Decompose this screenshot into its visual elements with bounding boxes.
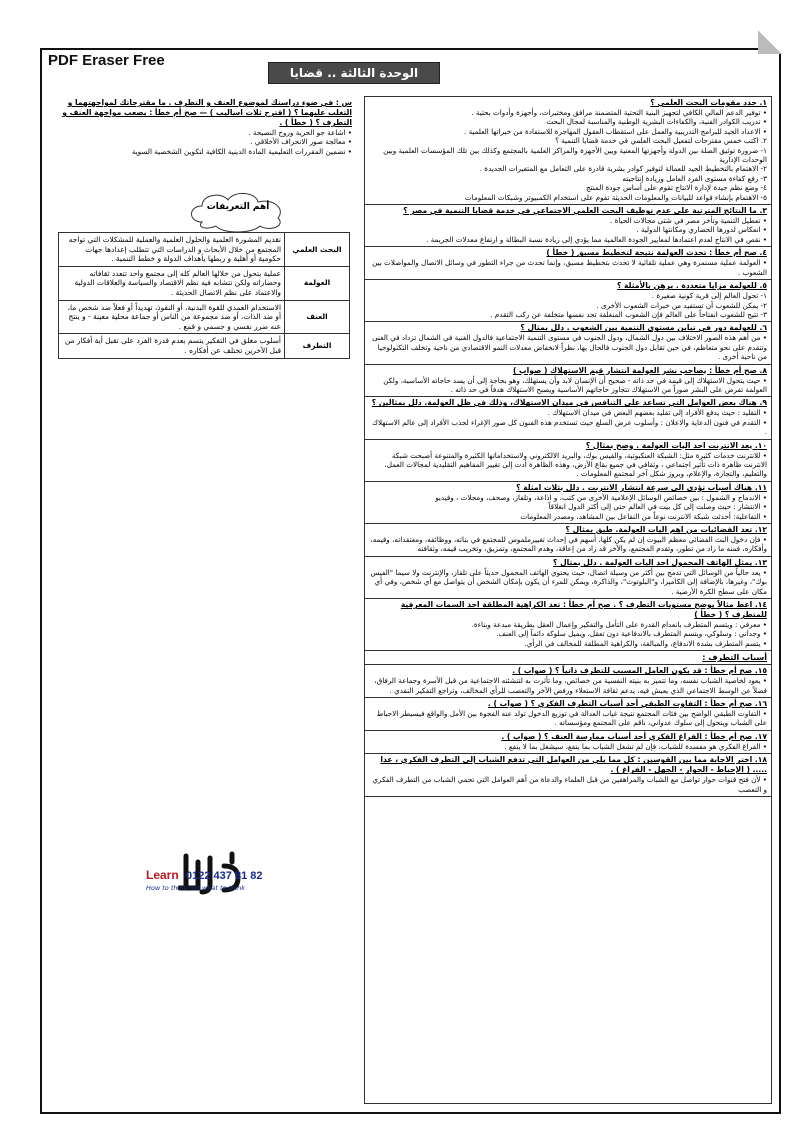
answer-line: • نقص في الانتاج لعدم اعتمادها لمعايير الجودة العالمية مما يؤدي إلى زيادة نسبة البطالة و ارتفاع معدلات الجريمة . (426, 234, 767, 244)
question-block (365, 322, 771, 364)
question-text: ١٣. يمثل الهاتف المحمول احد اليات العولمة . دلل بمثال ؟ (553, 557, 767, 567)
answer-line: • وجداني : وسلوكي، ويتسم المتطرف بالاندفاعية دون تعقل، ويميل سلوكه دائماً إلى العنف. (496, 629, 767, 639)
question-block (365, 365, 771, 398)
answer-line: ٢- الاهتمام بالتخطيط الجيد للعمالة لتوفير كوادر بشرية قادرة على التعامل مع المتغيرات الجديدة . (479, 164, 767, 174)
answer-line: • الفراغ الفكري هو مفسدة للشباب، فإن لم تشغل الشباب بما يتفع، سيشغل بما لا ينفع . (504, 741, 767, 751)
answer-line: • حيث يتحول الاستهلاك إلى قيمة في حد ذاته - صحيح أن الإنسان لابد وأن يستهلك، وهو بحاجة إلى أن يسد حاجاته الأساسية، ولكن العولمة تفرض على البشر صوراً من الاستهلاك تتجاوز حاجاتهم الأساسية ويصبح الاستهلاك هدفاً في حد ذاته . (383, 375, 767, 394)
table-row (59, 266, 350, 300)
page-fold-corner (758, 30, 782, 54)
definition-cell: الاستخدام العمدي للقوة البدنية، أو النفوذ، تهديداً أو فعلاً ضد شخص ما، أو ضد الذات، أو ضد مجموعة من الناس أو جماعة محلية معينة - و ينتج عنه ضرر نفسي و جسمي و قمع . (59, 300, 285, 334)
question-block (365, 280, 771, 322)
answer-line: ٥- الاهتمام بإنشاء قواعد للبيانات والمعلومات الحديثة تقوم على استخدام الكمبيوتر وشبكات المعلومات (464, 192, 767, 202)
left-line: • اشاعة جو الحرية وروح النصيحة . (248, 128, 352, 137)
question-text: ١. حدد مقومات البحث العلمي ؟ (650, 98, 767, 107)
answer-line: • من أهم هذه الصور الاختلاف بين دول الشمال، ودول الجنوب في مستوى التنمية الاجتماعية فالدول الغنية في الشمال تزداد في الغنى وتتقدم على نحو متعاظم، في حين تقابل دول الجنوب فالحال بها، نظراً لانخفاض معدلات النمو الاقتصادي من ناحية وتخلف التكنولوجيا من ناحية أخرى . (372, 333, 767, 362)
left-question: س : في ضوء دراستك لموضوع العنف و التطرف . ما مقترحاتك لمواجهتهما و التغلب عليهما ؟ ( اقترح ثلاث اساليب ) — صح أم خطأ : يصعب مواجهة العنف و التطرف ؟ ( خطأ ) . (62, 98, 352, 127)
question-text: ٩. هناك بعض العوامل التي تساعد على التنافس في ميدان الاستهلاك، وذلك في ظل العولمة. دلل بمثالين ؟ (371, 398, 767, 408)
watermark: PDF Eraser Free (48, 52, 165, 69)
question-block (365, 397, 771, 439)
definition-cell: عملية يتحول من خلالها العالم كله إلى مجتمع واحد تتعدد ثقافاته وحضاراته ولكن تتشابه فيه نظم الاقتصاد والسياسة والعلاقات الدولية والاعتماد على نظم الاتصال الحديثة . (59, 266, 285, 300)
definitions-table (58, 232, 350, 359)
left-column (56, 98, 352, 156)
answer-line: • لأن فتح قنوات حوار تواصل مع الشباب والمراهقين من قبل العلماء والدعاة من أهم العوامل التي تحمي الشباب من التطرف الفكري و التعصب (372, 775, 767, 794)
question-text: ١٢. تعد الفضائيات من اهم اليات العولمة. طبق بمثال ؟ (565, 525, 767, 534)
logo-phone: 0122 437 81 82 (186, 870, 263, 882)
answer-line: ٣- رفع كفاءة مستوى الفرد العامل وزيادة إنتاجيته (622, 173, 767, 183)
answer-line: • انعكاس لدورها الحضاري ومكانتها الدولية . (636, 225, 767, 235)
question-text: ١٦. صح أم خطأ : التفاوت الطبقي أحد أسباب التطرف الفكري ؟ ( صواب ) . (487, 699, 767, 709)
question-block (365, 557, 771, 599)
question-text: ١٥. صح أم خطأ : قد يكون العامل المسبب للتطرف ذاتياً ؟ ( صواب ) . (512, 666, 767, 676)
table-row (59, 233, 350, 267)
table-row (59, 334, 350, 358)
question-text: ٤. صح أم خطأ : تحدث العولمة نتيجة لتخطيط مسبق ( خطأ ) (546, 248, 767, 258)
question-block (365, 440, 771, 482)
answer-line: • يتسم المتطرف بشدة الاندفاع، والمبالغة، والكراهية المطلقة للمخالف في الرأي. (524, 638, 767, 648)
question-block (365, 665, 771, 698)
answer-line: ٣- تتيح للشعوب انفتاحاً على العالم فإن الشعوب المنغلقة تجد نفسها متخلفة عن ركب التقدم . (490, 309, 767, 319)
question-block (365, 599, 771, 651)
question-text: ١٠. يعد الانترنت احد اليات العولمة . وضح بمثال ؟ (585, 440, 767, 450)
answer-line: • يعد حالياً من الوسائل التي تدمج بين أكثر من وسيلة اتصال، حيث يحتوي الهاتف المحمول حديثاً على تلفاز، والإنترنت ولا سيما "الفيس بوك"، وغيرها، بالإضافة إلى الكاميرا، و"البلوتوث"، والذاكرة، ويمكن للمرء أن يكون بإمكان الشخص أن يتواصل مع أي شخص، وفي أي مكان على سطح الكرة الأرضية . (370, 567, 767, 596)
definition-cell: تقديم المشورة العلمية والحلول العلمية والعملية للمشكلات التي تواجه المجتمع من خلال الأبحاث و الدراسات التي تتطلب إعدادها جهات حكومية أو أهلية و ربطها بأهداف الدولة و خطط التنمية . (59, 233, 285, 267)
question-text: ٥. للعولمة مزايا متعددة . برهن بالأمثلة ؟ (617, 281, 767, 291)
answer-line: • فإن دخول البث الفضائي معظم البيوت إن لم يكن كلها، أسهم في إحداث تغييرملموس للمجتمع في بنائه، ووظائفه، ومعتقداته، وقيمه، وأفكاره، فمنه ما زاد من تطور، وتقدم المجتمع، والآخر قد زاد من إعاقة، وهدم المجتمع، وتمزيق، وتخريب قيمه، وثقافته (370, 535, 767, 554)
question-text: ١٨. اختر الاجابة مما بين القوسين : كل مما يلي من العوامل التي تدفع الشباب إلى التطرف الفكري ، عدا ..... ( الإحباط - الحوار - الجهل - الفراغ ) . (380, 755, 767, 775)
term-cell: البحث العلمي (285, 233, 350, 267)
question-block (365, 754, 771, 797)
answer-line: ١- ضرورة توثيق الصلة بين الدولة وأجهزتها المعنية وبين الأجهزة والمراكز العلمية بالمجتمع وكذلك بين تلك المؤسسات العلمية وبين الوحدات الإدارية (383, 145, 767, 165)
logo-tagline: How to think not what to think (146, 884, 245, 892)
table-row (59, 300, 350, 334)
answer-line: ٢- يمكن للشعوب أن تستفيد من خبرات الشعوب الأخرى . (596, 300, 767, 310)
answer-line: • تدريب الكوادر الفنية، والكفاءات البشرية الوطنية والمناسبة لمجال البحث (546, 117, 767, 127)
question-text: ٨. صح أم خطأ : يصاحب نشر العولمة انتشار قيم الاستهلاك ( صواب ) (512, 365, 767, 375)
answer-line: • تعطيل التنمية وتأخر مصر في شتى مجالات الحياة . (610, 216, 767, 226)
cloud-label: أهم التعريفات (206, 202, 270, 212)
answer-line: • التفاعلية: أحدثت شبكة الانترنت نوعاً من التفاعل بين المشاهد، ومصدر المعلومات (520, 511, 767, 521)
logo-text (146, 868, 263, 882)
answer-line: • التفاوت الطبقي الواضح بين فئات المجتمع نتيجة غياب العدالة في توزيع الدخول تولد عنه الفجوة بين الأمل والواقع فيسيطر الاحباط على الشباب ويتحول إلى سلوك عدواني، ناقم على المجتمع ومؤسساته . (376, 709, 767, 728)
question-block (365, 731, 771, 754)
term-cell: العولمة (285, 266, 350, 300)
question-text: ٦. للعولمة دور في تباين مستوى التنمية بين الشعوب . دلل بمثال ؟ (520, 323, 767, 333)
definition-cell: أسلوب مغلق في التفكير يتسم بعدم قدرة الفرد على تقبل أية أفكار من قبل الآخرين تختلف عن أفكاره . (59, 334, 285, 358)
question-text: ١١. هناك أسباب تؤدي الى سرعة انتشار الانترنت . دلل بثلاث امثلة ؟ (516, 482, 767, 492)
term-cell: التطرف (285, 334, 350, 358)
answer-line: ٤- وضع نظم جيدة لإدارة الانتاج تقوم على أساس جودة المنتج (585, 183, 767, 193)
answer-line: • الاعداد الجيد للبرامج التدريبية والعمل على استقطاب العقول المهاجرة للاستفادة من خبراتها العلمية . (464, 126, 767, 136)
answer-line: • التقدم في فنون الدعاية والاعلان : وأسلوب عرض السلع حيث تستخدم هذه الفنون كل صور الإغراء لجذب الأفراد إلى عالم الاستهلاك . (372, 417, 767, 437)
unit-title: الوحدة الثالثة .. قضايا المجتمع (268, 62, 440, 84)
question-block (365, 247, 771, 280)
answer-line: ١- تحول العالم إلى قرية كونية صغيرة . (651, 291, 767, 301)
answer-line: ٢. اكتب خمس مقترحات لتفعيل البحث العلمي في خدمة قضايا التنمية ؟ (555, 136, 767, 146)
answer-line: • توفير الدعم المالي الكافي لتجهيز البنية التحتية المتضمنة مرافق ومختبرات، وأجهزة وأدوات بحثية . (471, 108, 767, 117)
definitions-cloud (182, 188, 294, 232)
question-block (365, 698, 771, 731)
right-column (364, 96, 772, 1104)
answer-line: • الاندماج و الشمول : بين خصائص الوسائل الإعلامية الأخرى من كتب، و اذاعة، وتلفاز، وصحف، ومجلات ، وفيديو (435, 492, 767, 502)
question-block (365, 482, 771, 524)
causes-heading: أسباب التطرف : (365, 651, 771, 665)
term-cell: العنف (285, 300, 350, 334)
answer-line: • التقليد : حيث يدفع الأفراد إلى تقليد بعضهم البعض في ميدان الاستهلاك . (547, 408, 767, 418)
answer-line: • يعود لخاصية الشباب نفسه، وما تتميز به بنيته النفسية من خصائص، وما تأثرت به لتنشئته الاجتماعية من قبل الأسرة وجماعة الرفاق، فضلاً عن الوسط الاجتماعي الذي يعيش فيه، يدعم ثقافة الاستعلاء ورفض الآخر والتعصب للرأي المخالف، وتراجع التفكير النقدي . (374, 676, 767, 695)
question-text: ١٤. اعط مثالاً يوضح مستويات التطرف ؟ . صح أم خطأ : تعد الكراهية المطلقة احد السمات المعرفية للمتطرف ؟ ( خطأ ) (400, 600, 767, 620)
answer-line: • معرفي : ويتسم المتطرف بانعدام القدرة على التأمل والتفكير وإعمال العقل بطريقة مبدعة وبناءة. (471, 620, 767, 630)
question-block (365, 205, 771, 247)
question-block (365, 97, 771, 205)
left-line: • معالجة صور الانحراف الأخلاقي . (250, 137, 352, 147)
answer-line: • الانتشار : حيث وصلت إلى كل بيت في العالم حتى إلى أكثر الدول انغلاقاً (548, 502, 767, 512)
question-block (365, 524, 771, 557)
answer-line: • العولمة عملية مستمرة وهي عملية تلقائية لا تحدث بتخطيط مسبق، وإنما تحدث من جراء التطور في وسائل الاتصال والمواصلات بين الشعوب . (372, 258, 767, 277)
question-text: ١٧. صح أم خطأ : الفراغ الفكري أحد أسباب ممارسة العنف ؟ ( صواب ) . (501, 731, 767, 741)
logo-learn: Learn (146, 868, 179, 882)
left-line: • تضمين المقررات التعليمية المادة الدينية الكافية لتكوين الشخصية السوية (131, 146, 352, 156)
answer-line: • للانترنت خدمات كثيرة مثل: الشبكة العنكبوتية، والفيس بوك، والبريد الالكتروني ولاستخداماتها الكثيرة والمتنوعة أصبحت شبكة الانترنت ظاهرة ذات تأثير اجتماعي ، وثقافي في جميع بقاع الأرض، وهذه الظاهرة أدت إلى تغيير المفاهيم التقليدية لمجالات العمل، والتعليم، والتجارة، والإعلام، وبروز شكل آخر لمجتمع المعلومات . (384, 450, 767, 479)
question-text: ٣. ما النتائج المترتبة على عدم توظيف البحث العلمي الاجتماعي في خدمة قضايا التنمية في مصر ؟ (403, 206, 767, 216)
